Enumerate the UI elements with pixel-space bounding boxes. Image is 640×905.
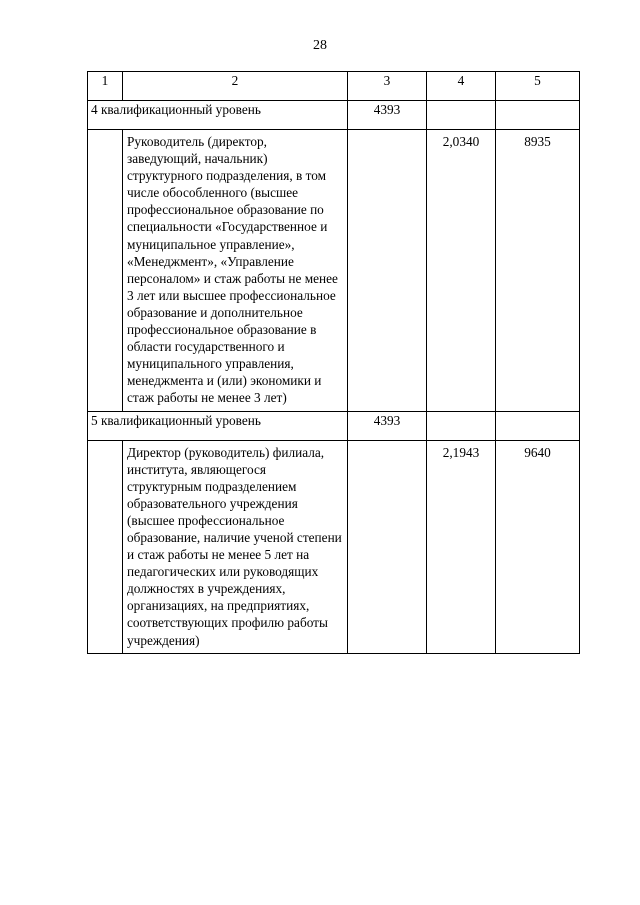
position-row (88, 440, 580, 653)
empty-cell (496, 411, 580, 440)
qualification-level-row (88, 411, 580, 440)
table-header-row (88, 72, 580, 101)
empty-cell (88, 440, 123, 653)
header-cell-5: 5 (496, 72, 580, 101)
header-cell-1: 1 (88, 72, 123, 101)
empty-cell (427, 101, 496, 130)
coefficient-cell: 2,1943 (427, 440, 496, 653)
empty-cell (348, 130, 427, 412)
empty-cell (348, 440, 427, 653)
header-cell-4: 4 (427, 72, 496, 101)
base-salary-cell: 4393 (348, 101, 427, 130)
header-cell-2: 2 (123, 72, 348, 101)
qualification-level-label: 5 квалификационный уровень (88, 411, 348, 440)
position-row (88, 130, 580, 412)
salary-table (87, 71, 580, 654)
qualification-level-label: 4 квалификационный уровень (88, 101, 348, 130)
coefficient-cell: 2,0340 (427, 130, 496, 412)
base-salary-cell: 4393 (348, 411, 427, 440)
position-description: Руководитель (директор, заведующий, начальник) структурного подразделения, в том числе обособленного (высшее профессиональное образование по специальности «Государственное и муниципальное управление», «Менеджмент», «Управление персоналом» и стаж работы не менее 3 лет или высшее профессиональное образование и дополнительное профессиональное образование в области государственного и муниципального управления, менеджмента и (или) экономики и стаж работы не менее 3 лет) (123, 130, 348, 412)
empty-cell (427, 411, 496, 440)
qualification-level-row (88, 101, 580, 130)
page-number: 28 (313, 38, 327, 53)
salary-cell: 8935 (496, 130, 580, 412)
header-cell-3: 3 (348, 72, 427, 101)
empty-cell (88, 130, 123, 412)
salary-cell: 9640 (496, 440, 580, 653)
empty-cell (496, 101, 580, 130)
position-description: Директор (руководитель) филиала, института, являющегося структурным подразделением образовательного учреждения (высшее профессиональное образование, наличие ученой степени и стаж работы не менее 5 лет на педагогических или руководящих должностях в учреждениях, организациях, на предприятиях, соответствующих профилю работы учреждения) (123, 440, 348, 653)
